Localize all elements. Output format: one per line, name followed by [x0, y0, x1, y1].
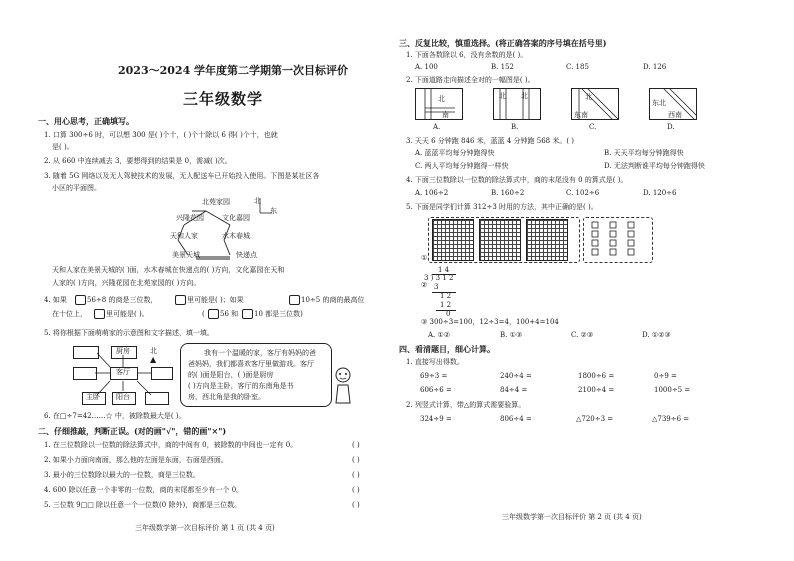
question-4-part-c: 里可能是( )；如果: [187, 296, 244, 304]
choice-4-option-b: B. 160÷2: [491, 189, 525, 197]
map-label-xinglong: 兴隆花园: [176, 214, 204, 222]
speech-line-1: 我有一个温暖的家，客厅有妈妈的爸: [204, 349, 316, 357]
subject-title: 三年级数学: [183, 90, 264, 108]
unit-squares-icon: [590, 220, 646, 260]
room-box-east: [151, 367, 173, 380]
division-remainder: 0: [446, 310, 451, 318]
judge-answer-5[interactable]: ( ): [352, 501, 360, 509]
choice-1-option-d: D. 126: [643, 63, 667, 71]
answer-square: [242, 309, 253, 319]
question-4-part-h: 10 都是三位数): [254, 310, 303, 318]
road-a-label-north: 北: [438, 95, 445, 103]
question-4-paren-open: (: [202, 310, 205, 318]
map-label-beiyuan: 北苑家园: [202, 198, 230, 206]
choice-2-option-c: C.: [589, 123, 597, 131]
question-5: 5. 将你根据下面萌萌家的示意图和文字描述，填一填。: [44, 329, 214, 337]
page-2-footer: 三年级数学第一次目标评价 第 2 页 (共 4 页): [502, 513, 642, 521]
question-4-part-e: 在十位上，: [52, 310, 87, 318]
calc-item: 1800÷6 =: [578, 372, 615, 380]
speech-line-3: 的( )面是阳台，( )面是厨房: [188, 371, 274, 379]
map-label-meijing: 美景天城: [172, 251, 200, 259]
choice-5-option-a: A. ①②: [428, 331, 451, 339]
road-picture-a: [415, 88, 463, 120]
choice-4-question: 4. 下面三位数除以一位数的除法算式中，商的末尾没有 0 的算式是( )。: [406, 176, 628, 184]
map-label-wenhua: 文化嘉园: [222, 214, 250, 222]
question-3-fill-line-1: 天和人家在美景天城的( )面，水木春城在快递点的( )方向，文化嘉园在天和: [52, 266, 285, 274]
judge-item-5: 5. 三位数 9□□ 除以任意一个一位数(0 除外)，商都是三位数。: [44, 501, 242, 509]
calc-1-instruction: 1. 直接写出得数。: [406, 358, 464, 366]
section-1-heading: 一、用心思考，正确填写。: [38, 116, 134, 126]
question-4-part-f: 里可能是( )。: [106, 310, 149, 318]
question-4-part-d: 10÷5 的商的最高位: [301, 296, 365, 304]
division-setup: 3 ) 3 1 2: [424, 274, 454, 282]
method-2-marker: ②: [421, 281, 428, 289]
choice-2-option-a: A.: [433, 123, 441, 131]
choice-2-option-b: B.: [511, 123, 519, 131]
method-3-text: ③ 300÷3=100，12÷3=4，100+4=104: [421, 318, 559, 326]
division-step-3: 1 2: [440, 301, 452, 309]
choice-4-option-d: D. 120÷6: [643, 189, 677, 197]
map-label-shuimu: 水木春城: [222, 232, 250, 240]
choice-4-option-a: A. 106÷2: [415, 189, 449, 197]
choice-3-option-d: D. 无法判断谁平均每分钟跑得快: [604, 162, 705, 170]
answer-square: [289, 295, 300, 305]
choice-5-option-d: D. ①②③: [642, 331, 671, 339]
house-north-label: 北: [150, 347, 157, 355]
choice-5-question: 5. 下面是同学们计算 312÷3 时用的方法，其中正确的是( )。: [406, 203, 598, 211]
section-4-heading: 四、看清题目，细心计算。: [399, 344, 495, 354]
division-step-1: 3: [434, 283, 439, 291]
room-kitchen-label: 厨房: [116, 347, 130, 355]
calc-item: 240÷4 =: [500, 372, 532, 380]
room-box-west: [73, 367, 97, 380]
method-1-marker: ①: [421, 254, 428, 262]
answer-square: [94, 309, 105, 319]
road-c-label-north: 北: [585, 93, 592, 101]
room-box-southeast: [145, 392, 169, 405]
map-compass-east: 东: [270, 207, 277, 215]
choice-2-option-d: D.: [667, 123, 675, 131]
vertical-calc-item: 806÷4 =: [500, 415, 532, 423]
speech-line-2: 爸妈妈，我们都喜欢客厅里做游戏。客厅: [188, 360, 314, 368]
calc-item: 1000÷5 =: [654, 386, 691, 394]
section-3-heading: 三、反复比较，慎重选择。(将正确答案的序号填在括号里): [399, 38, 607, 48]
choice-3-option-a: A. 蓝蓝平均每分钟跑得快: [415, 149, 495, 157]
calc-item: 2100÷4 =: [578, 386, 615, 394]
question-4-part-b: 56÷8 的商是三位数，: [87, 296, 158, 304]
choice-3-option-c: C. 两人平均每分钟跑得一样快: [415, 162, 509, 170]
judge-answer-2[interactable]: ( ): [352, 456, 360, 464]
room-box-northwest: [73, 346, 99, 359]
calc-2-instruction: 2. 列竖式计算，带△的算式需要验算。: [406, 401, 526, 409]
road-c-label-southeast: 东南: [574, 111, 588, 119]
speech-line-5: 房，西北角是我的卧室。: [188, 393, 265, 401]
question-4-prefix: 4. 如果: [44, 296, 67, 304]
judge-answer-4[interactable]: ( ): [352, 486, 360, 494]
map-label-station: 快递点: [236, 251, 257, 259]
choice-3-option-b: B. 天天平均每分钟跑得快: [604, 149, 684, 157]
road-b-label-2: 北: [521, 92, 528, 100]
choice-2-question: 2. 下面道路走向描述全对的一幅图是( )。: [406, 76, 535, 84]
vertical-calc-item: △739÷6 =: [652, 415, 690, 423]
division-step-2: 1 2: [440, 292, 452, 300]
speech-line-4: ( )方向是主卧，客厅的东南角是书: [188, 382, 294, 390]
exam-header-title: 2023～2024 学年度第二学期第一次目标评价: [118, 64, 349, 77]
road-b-label-1: 北: [499, 92, 506, 100]
question-4-part-g: 56 和: [220, 310, 239, 318]
calc-item: 84÷4 =: [500, 386, 528, 394]
hundred-grid: [479, 219, 521, 261]
judge-item-2: 2. 如果小力面向南面，那么他的左面是东面，右面是西面。: [44, 456, 228, 464]
choice-4-option-c: C. 102÷6: [566, 189, 600, 197]
choice-5-option-b: B. ①③: [500, 331, 523, 339]
judge-item-4: 4. 600 除以任意一个非零的一位数，商的末尾都至少有一个 0。: [44, 486, 244, 494]
answer-square: [175, 295, 186, 305]
question-2: 2. 从 660 中连续减去 3，要想得到的结果是 0，需减( )次。: [44, 157, 232, 165]
choice-1-option-b: B. 152: [491, 63, 514, 71]
answer-square: [208, 309, 219, 319]
room-living-label: 客厅: [116, 368, 130, 376]
choice-1-question: 1. 下面各数除以 6，没有余数的是( )。: [406, 51, 528, 59]
question-3-line-2: 小区的平面图。: [52, 184, 101, 192]
question-6: 6. 在□÷7=42……☆ 中，被除数最大是( )。: [44, 412, 186, 420]
page-1-footer: 三年级数学第一次目标评价 第 1 页 (共 4 页): [135, 524, 275, 532]
question-3-fill-line-2: 人家的( )方向，兴隆花园在北苑家园的( )方向。: [52, 279, 201, 287]
vertical-calc-item: △720÷3 =: [576, 415, 614, 423]
choice-1-option-a: A. 100: [415, 63, 438, 71]
section-2-heading: 二、仔细推敲，判断正误。(对的画"√"，错的画"×"): [38, 426, 227, 436]
judge-item-1: 1. 在三位数除以一位数的除法算式中，商的中间有 0，被除数的中间也一定有 0。: [44, 441, 298, 449]
division-bar: [432, 274, 456, 275]
choice-5-option-c: C. ②③: [571, 331, 594, 339]
calc-item: 606÷6 =: [420, 386, 452, 394]
hundred-grid: [432, 219, 474, 261]
choice-1-option-c: C. 185: [566, 63, 589, 71]
map-compass-north: 北: [254, 197, 261, 205]
calc-item: 69÷3 =: [420, 372, 448, 380]
answer-square: [75, 295, 86, 305]
road-d-label-northeast: 东北: [652, 99, 666, 107]
calc-item: 0÷9 =: [654, 372, 677, 380]
road-a-label-south: 南: [442, 111, 449, 119]
room-balcony-label: 阳台: [116, 393, 130, 401]
division-quotient: 1 4: [438, 266, 450, 274]
hundred-grid: [526, 219, 568, 261]
question-1-line-2: 是( )。: [52, 143, 74, 151]
map-label-tianhe: 天和人家: [170, 232, 198, 240]
north-arrow-icon: ▲: [150, 355, 157, 364]
judge-answer-1[interactable]: ( ): [352, 441, 360, 449]
question-3-line-1: 3. 随着 5G 网络以及无人驾驶技术的发展，无人配送车已开始投入使用。下图是某社区各: [44, 172, 320, 180]
question-1-line-1: 1. 口算 300÷6 时，可以想 300 是( )个十，( )个十除以 6 得( )个十，也就: [44, 131, 278, 139]
girl-illustration-icon: [330, 365, 356, 405]
vertical-calc-item: 324÷9 =: [420, 415, 452, 423]
judge-item-3: 3. 最小的三位数除以最大的一位数，商是三位数。: [44, 471, 200, 479]
judge-answer-3[interactable]: ( ): [352, 471, 360, 479]
choice-3-question: 3. 天天 6 分钟跑 846 米，蓝蓝 4 分钟跑 568 米。( ): [406, 137, 575, 145]
road-d-label-southwest: 西南: [668, 111, 682, 119]
room-bedroom-label: 主卧: [86, 393, 100, 401]
